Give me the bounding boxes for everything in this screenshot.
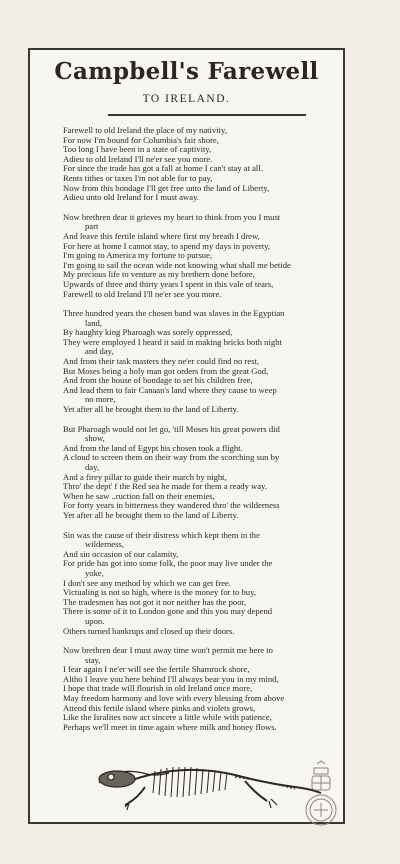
poem-line: Three hundred years the chosen band was slaves in the Egyptian: [63, 308, 285, 319]
poem-line: Perhaps we'll meet in time again where milk and honey flows.: [63, 721, 277, 732]
poem-line: There is some of it to London gone and this you may depend: [63, 606, 273, 617]
stanza-2: [63, 213, 341, 299]
poem-body: [63, 126, 341, 742]
poem-line: Now brethren dear it grieves my heart to think from you I must: [63, 211, 281, 222]
poem-line: Attend this fertile island where pinks and violets grows,: [63, 702, 256, 713]
poem-line: Now from this bondage I'll get free unto the land of Liberty,: [63, 182, 270, 193]
poem-line: And leave this fertile island where first my breath I drew,: [63, 230, 260, 241]
poem-line: But Moses being a holy man got orders from the great God,: [63, 365, 269, 376]
poem-line: And from their task masters they ne'er could find no rest,: [63, 356, 260, 367]
stanza-3: [63, 309, 341, 415]
poem-line: May freedom harmony and love with every blessing from above: [63, 693, 285, 704]
poem-line: Others turned bankrups and closed up their doors.: [63, 625, 235, 636]
poem-line: Farewell to old Ireland I'll ne'er see you more.: [63, 288, 222, 299]
poem-line: They were employed I heard it said in making bricks both night: [63, 336, 282, 347]
poem-line: And a firey pillar to guide their march by night,: [63, 471, 227, 482]
poem-line: part: [85, 221, 99, 232]
poem-line: For pride has got into some folk, the poor may live under the: [63, 558, 273, 569]
poem-line: For now I'm bound for Columbia's fair shore,: [63, 134, 219, 145]
ballad-title: Campbell's Farewell: [54, 58, 319, 85]
poem-line: I hope that trade will flourish in old Ireland once more,: [63, 683, 253, 694]
poem-line: Farewell to old Ireland the place of my nativity,: [63, 125, 227, 135]
poem-line: Like the Isralites now act sincere a little while with patience,: [63, 712, 272, 723]
poem-line: Adieu unto old Ireland for I must away.: [63, 192, 199, 203]
poem-line: stay,: [85, 654, 101, 665]
stanza-1: [63, 126, 341, 203]
poem-line: By haughty king Pharoagh was sorely oppressed,: [63, 327, 233, 338]
poem-line: Upwards of three and thirty years I spent in this vale of tears,: [63, 278, 274, 289]
stanza-6: [63, 646, 341, 732]
poem-line: show,: [85, 433, 105, 444]
poem-line: upon.: [85, 615, 105, 626]
poem-line: And sin occasion of our calamity,: [63, 548, 179, 559]
poem-line: My precious life to venture as my brethern done before,: [63, 269, 255, 280]
poem-line: And from the house of bondage to set his children free,: [63, 375, 253, 386]
poem-line: Yet after all he brought them to the land of Liberty.: [63, 509, 239, 520]
stanza-5: [63, 531, 341, 637]
poem-line: I'm going to sail the ocean wide not knowing what shall me betide: [63, 259, 291, 270]
ballad-subtitle: TO IRELAND.: [142, 93, 231, 105]
poem-line: Yet after all he brought them to the land of Liberty.: [63, 404, 239, 415]
broadside-sheet: [28, 48, 345, 824]
poem-line: A cloud to screen them on their way from the scorching sun by: [63, 452, 280, 463]
fossil-skeleton-icon: [95, 753, 325, 811]
poem-line: land,: [85, 317, 102, 328]
poem-line: For forty years in bitterness they wandered thro' the wilderness: [63, 500, 280, 511]
poem-line: Altho I leave you here behind I'll always bear you in my mind,: [63, 673, 279, 684]
poem-line: I fear again I ne'er will see the fertile Shamrock shore,: [63, 664, 250, 675]
poem-line: no more,: [85, 394, 116, 405]
poem-line: And lead them to fair Canaan's land where they cause to weep: [63, 384, 277, 395]
title-rule: [108, 114, 306, 116]
poem-line: yoke,: [85, 567, 104, 578]
poem-line: I'm going to America my fortune to pursue,: [63, 250, 213, 261]
poem-line: Thro' the dept' f the Red sea he made for them a ready way.: [63, 481, 267, 492]
poem-line: But Pharoagh would not let go, 'till Moses his great powers did: [63, 423, 280, 434]
poem-line: Adieu to old Ireland I'll ne'er see you more.: [63, 153, 213, 164]
poem-line: For here at home I cannot stay, to spend my days in poverty,: [63, 240, 270, 251]
poem-line: Now brethren dear I must away time won't permit me here to: [63, 645, 273, 656]
poem-line: And from the land of Egypt his chosen took a flight.: [63, 442, 243, 453]
poem-line: Sin was the cause of their distress which kept them in the: [63, 529, 260, 540]
poem-line: When he saw ..ruction fall on their enemies,: [63, 490, 215, 501]
poem-line: day,: [85, 462, 99, 472]
poem-line: and day,: [85, 346, 114, 357]
library-stamp-icon: [304, 760, 338, 828]
poem-line: wilderness,: [85, 539, 124, 550]
poem-line: For since the trade has got a fall at home I can't stay at all.: [63, 163, 263, 174]
poem-line: Rents tithes or taxes I'm not able for to pay,: [63, 172, 213, 183]
poem-line: Victualing is not so high, where is the money for to buy,: [63, 587, 256, 598]
poem-line: Too long I have been in a state of captivity,: [63, 144, 212, 155]
poem-line: The tradesmen has not got it nor neither has the poor,: [63, 596, 247, 607]
stanza-4: [63, 425, 341, 521]
poem-line: I don't see any method by which we can get free.: [63, 577, 231, 588]
